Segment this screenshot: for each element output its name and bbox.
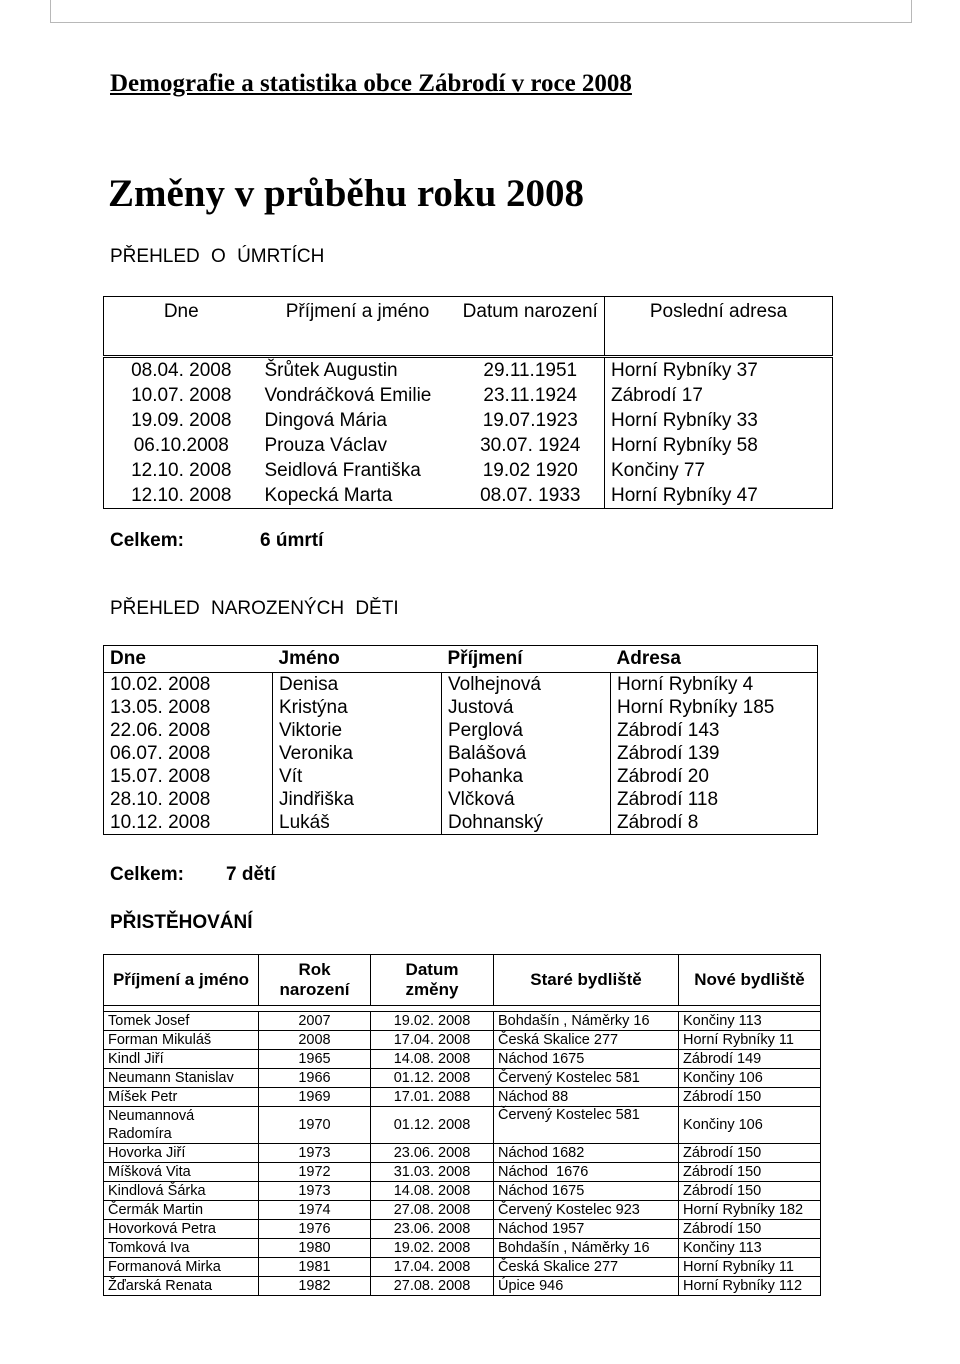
person-name: Neumann Stanislav	[104, 1069, 259, 1088]
page-frame	[50, 0, 912, 23]
table-row	[104, 458, 833, 483]
address: Zábrodí 139	[611, 742, 818, 765]
table-row	[104, 742, 818, 765]
table-row	[104, 811, 818, 835]
birth-date: 23.11.1924	[483, 384, 578, 406]
last-address: Horní Rybníky 47	[605, 483, 833, 509]
new-residence: Zábrodí 149	[679, 1050, 821, 1069]
new-residence: Končiny 113	[679, 1239, 821, 1258]
change-date: 17.04. 2008	[371, 1031, 494, 1050]
surname: Vlčková	[442, 788, 611, 811]
main-title: Změny v průběhu roku 2008	[108, 172, 585, 215]
deceased-name: Kopecká Marta	[264, 484, 393, 506]
deceased-name: Šrůtek Augustin	[264, 359, 398, 381]
new-residence: Horní Rybníky 112	[679, 1277, 821, 1296]
table-row	[104, 719, 818, 742]
address: Zábrodí 143	[611, 719, 818, 742]
birth-year: 1972	[259, 1163, 371, 1182]
new-residence: Horní Rybníky 11	[679, 1031, 821, 1050]
col-header-name: Příjmení a jméno	[104, 955, 259, 1006]
birth-year: 1976	[259, 1220, 371, 1239]
birth-year: 1973	[259, 1182, 371, 1201]
change-date: 27.08. 2008	[371, 1201, 494, 1220]
address: Zábrodí 8	[611, 811, 818, 835]
deaths-table	[103, 296, 833, 509]
new-residence: Zábrodí 150	[679, 1144, 821, 1163]
old-residence: Česká Skalice 277	[494, 1031, 679, 1050]
person-name: Forman Mikuláš	[104, 1031, 259, 1050]
table-row	[104, 696, 818, 719]
moves-header-row	[104, 955, 821, 1006]
last-address: Horní Rybníky 33	[605, 408, 833, 433]
change-date: 14.08. 2008	[371, 1182, 494, 1201]
old-residence: Červený Kostelec 581	[494, 1069, 679, 1088]
table-row	[104, 788, 818, 811]
birth-year: 2008	[259, 1031, 371, 1050]
person-name: Formanová Mirka	[104, 1258, 259, 1277]
birth-date: 08.07. 1933	[480, 484, 581, 506]
old-residence: Červený Kostelec 581	[494, 1107, 679, 1144]
deaths-header-row	[104, 297, 833, 357]
old-residence: Náchod 1682	[494, 1144, 679, 1163]
change-date: 17.01. 2088	[371, 1088, 494, 1107]
col-header-old-residence: Staré bydliště	[494, 955, 679, 1006]
person-name: Čermák Martin	[104, 1201, 259, 1220]
old-residence: Náchod 1676	[494, 1163, 679, 1182]
person-name: Hovorková Petra	[104, 1220, 259, 1239]
birth-year: 1974	[259, 1201, 371, 1220]
surname: Perglová	[442, 719, 611, 742]
old-residence: Bohdašín , Náměrky 16	[494, 1012, 679, 1031]
old-residence: Červený Kostelec 923	[494, 1201, 679, 1220]
birth-date: 10.02. 2008	[104, 673, 273, 697]
old-residence: Bohdašín , Náměrky 16	[494, 1239, 679, 1258]
table-row	[104, 1144, 821, 1163]
birth-year: 1969	[259, 1088, 371, 1107]
col-header-birth-date: Datum narození	[457, 297, 605, 357]
change-date: 01.12. 2008	[371, 1069, 494, 1088]
birth-date: 10.12. 2008	[104, 811, 273, 835]
death-date: 19.09. 2008	[131, 409, 232, 431]
change-date: 23.06. 2008	[371, 1144, 494, 1163]
col-header-surname: Příjmení	[442, 646, 611, 673]
address: Horní Rybníky 185	[611, 696, 818, 719]
person-name: Kindl Jiří	[104, 1050, 259, 1069]
death-date: 12.10. 2008	[131, 459, 232, 481]
table-row	[104, 1277, 821, 1296]
birth-date: 06.07. 2008	[104, 742, 273, 765]
new-residence: Zábrodí 150	[679, 1088, 821, 1107]
table-row	[104, 1012, 821, 1031]
new-residence: Končiny 106	[679, 1107, 821, 1144]
deceased-name: Seidlová Františka	[264, 459, 421, 481]
change-date: 14.08. 2008	[371, 1050, 494, 1069]
surname: Pohanka	[442, 765, 611, 788]
change-date: 19.02. 2008	[371, 1012, 494, 1031]
table-row	[104, 1201, 821, 1220]
person-name: Hovorka Jiří	[104, 1144, 259, 1163]
table-row	[104, 1031, 821, 1050]
table-row	[104, 1220, 821, 1239]
deaths-total-label: Celkem:	[110, 530, 184, 551]
table-row	[104, 408, 833, 433]
births-table	[103, 645, 818, 835]
old-residence: Náchod 1675	[494, 1182, 679, 1201]
old-residence: Náchod 88	[494, 1088, 679, 1107]
table-row	[104, 357, 833, 384]
col-header-new-residence: Nové bydliště	[679, 955, 821, 1006]
table-row	[104, 1050, 821, 1069]
table-row	[104, 1258, 821, 1277]
births-total-label: Celkem:	[110, 864, 184, 885]
old-residence: Česká Skalice 277	[494, 1258, 679, 1277]
birth-year: 1982	[259, 1277, 371, 1296]
first-name: Denisa	[273, 673, 442, 697]
old-residence: Úpice 946	[494, 1277, 679, 1296]
birth-year: 1970	[259, 1107, 371, 1144]
birth-year: 1965	[259, 1050, 371, 1069]
table-row	[104, 1088, 821, 1107]
death-date: 12.10. 2008	[131, 484, 232, 506]
birth-date: 19.07.1923	[482, 409, 578, 431]
person-name: Míšková Vita	[104, 1163, 259, 1182]
death-date: 06.10.2008	[133, 434, 229, 456]
person-name: Tomek Josef	[104, 1012, 259, 1031]
deceased-name: Vondráčková Emilie	[264, 384, 432, 406]
death-date: 08.04. 2008	[131, 359, 232, 381]
col-header-last-address: Poslední adresa	[605, 297, 833, 357]
birth-date: 15.07. 2008	[104, 765, 273, 788]
table-row	[104, 673, 818, 697]
old-residence: Náchod 1957	[494, 1220, 679, 1239]
deceased-name: Dingová Mária	[264, 409, 387, 431]
table-row	[104, 483, 833, 509]
table-row	[104, 1239, 821, 1258]
address: Zábrodí 20	[611, 765, 818, 788]
births-total-value: 7 dětí	[226, 864, 276, 885]
change-date: 19.02. 2008	[371, 1239, 494, 1258]
first-name: Viktorie	[273, 719, 442, 742]
table-row	[104, 433, 833, 458]
document-title: Demografie a statistika obce Zábrodí v roce 2008	[110, 70, 632, 97]
new-residence: Zábrodí 150	[679, 1182, 821, 1201]
new-residence: Zábrodí 150	[679, 1220, 821, 1239]
last-address: Končiny 77	[605, 458, 833, 483]
birth-date: 30.07. 1924	[480, 434, 581, 456]
table-row	[104, 765, 818, 788]
births-heading: PŘEHLED NAROZENÝCH DĚTI	[110, 598, 399, 619]
change-date: 31.03. 2008	[371, 1163, 494, 1182]
deaths-total-value: 6 úmrtí	[260, 530, 324, 551]
new-residence: Končiny 106	[679, 1069, 821, 1088]
table-row	[104, 1107, 821, 1144]
person-name: Neumannová Radomíra	[104, 1107, 259, 1144]
table-row	[104, 1182, 821, 1201]
birth-date: 19.02 1920	[482, 459, 578, 481]
death-date: 10.07. 2008	[131, 384, 232, 406]
surname: Dohnanský	[442, 811, 611, 835]
birth-date: 13.05. 2008	[104, 696, 273, 719]
col-header-address: Adresa	[611, 646, 818, 673]
first-name: Lukáš	[273, 811, 442, 835]
birth-date: 22.06. 2008	[104, 719, 273, 742]
col-header-date: Dne	[104, 646, 273, 673]
birth-year: 1966	[259, 1069, 371, 1088]
surname: Volhejnová	[442, 673, 611, 697]
birth-date: 28.10. 2008	[104, 788, 273, 811]
first-name: Kristýna	[273, 696, 442, 719]
change-date: 27.08. 2008	[371, 1277, 494, 1296]
person-name: Žďarská Renata	[104, 1277, 259, 1296]
person-name: Tomková Iva	[104, 1239, 259, 1258]
first-name: Veronika	[273, 742, 442, 765]
col-header-change-date: Datum změny	[371, 955, 494, 1006]
table-row	[104, 1069, 821, 1088]
births-header-row	[104, 646, 818, 673]
new-residence: Horní Rybníky 182	[679, 1201, 821, 1220]
birth-year: 2007	[259, 1012, 371, 1031]
change-date: 23.06. 2008	[371, 1220, 494, 1239]
last-address: Horní Rybníky 37	[605, 357, 833, 384]
surname: Balášová	[442, 742, 611, 765]
table-row	[104, 383, 833, 408]
change-date: 01.12. 2008	[371, 1107, 494, 1144]
change-date: 17.04. 2008	[371, 1258, 494, 1277]
surname: Justová	[442, 696, 611, 719]
col-header-date: Dne	[104, 297, 259, 357]
col-header-first-name: Jméno	[273, 646, 442, 673]
new-residence: Zábrodí 150	[679, 1163, 821, 1182]
col-header-name: Příjmení a jméno	[259, 297, 457, 357]
last-address: Horní Rybníky 58	[605, 433, 833, 458]
last-address: Zábrodí 17	[605, 383, 833, 408]
birth-year: 1981	[259, 1258, 371, 1277]
address: Horní Rybníky 4	[611, 673, 818, 697]
new-residence: Horní Rybníky 11	[679, 1258, 821, 1277]
old-residence: Náchod 1675	[494, 1050, 679, 1069]
address: Zábrodí 118	[611, 788, 818, 811]
new-residence: Končiny 113	[679, 1012, 821, 1031]
person-name: Kindlová Šárka	[104, 1182, 259, 1201]
first-name: Jindřiška	[273, 788, 442, 811]
table-row	[104, 1163, 821, 1182]
col-header-birth-year: Rok narození	[259, 955, 371, 1006]
moves-heading: PŘISTĚHOVÁNÍ	[110, 912, 253, 933]
birth-year: 1980	[259, 1239, 371, 1258]
deceased-name: Prouza Václav	[264, 434, 388, 456]
deaths-heading: PŘEHLED O ÚMRTÍCH	[110, 246, 325, 267]
first-name: Vít	[273, 765, 442, 788]
person-name: Míšek Petr	[104, 1088, 259, 1107]
birth-date: 29.11.1951	[483, 359, 578, 381]
birth-year: 1973	[259, 1144, 371, 1163]
moves-table	[103, 954, 821, 1296]
